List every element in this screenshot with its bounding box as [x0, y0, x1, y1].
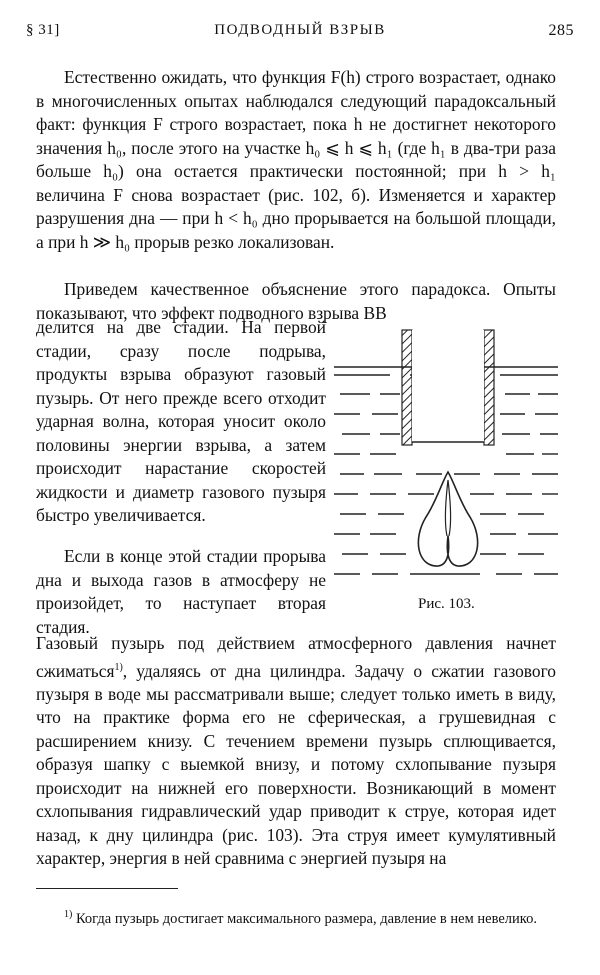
figure-103 — [330, 322, 562, 602]
footnote — [36, 905, 560, 929]
footnote-body: Когда пузырь достигает максимального размера, давление в нем невелико. — [72, 910, 537, 927]
page-number: 285 — [548, 22, 574, 39]
paragraph-1 — [36, 66, 556, 254]
footnote-mark: 1) — [64, 909, 73, 920]
gas-bubble — [418, 472, 477, 566]
wrapped-text-2: Если в конце этой стадии прорыва дна и выхода газов в атмосферу не произойдет, то наступает вторая стадия. — [36, 546, 326, 637]
paragraph-3-text — [36, 632, 556, 871]
paragraph-1-text: Естественно ожидать, что функция F(h) строго возрастает, однако в многочисленных опытах наблюдался следующий парадоксальный факт: функция F строго возрастает, пока h не достигнет некоторого значения h₀, после этого на участке h₀ ⩽ h ⩽ h₁ (где h₁ в два-три раза больше h₀) она остается практически постоянной; при h > h₁ величина F снова возрастает (рис. 102, б). Изменяется и характер разрушения дна — при h < h₀ дно прорывается на большой площади, а при h ≫ h₀ прорыв резко локализован. — [36, 67, 556, 252]
running-header — [26, 22, 574, 46]
wrapped-paragraph-2 — [36, 545, 326, 639]
figure-caption: Рис. 103. — [418, 596, 475, 612]
cylinder-right-wall — [484, 330, 494, 445]
paragraph-3-end: , удаляясь от дна цилиндра. Задачу о сжатии газового пузыря в воде мы рассматривали выше; следует только иметь в виду, что на практике форма его не сферическая, а грушевидная с расширением книзу. С течением времени пузырь сплющивается, образуя шапку с выемкой внизу, и потому схлопывание пузыря происходит на нижней его поверхности. Возникающий в момент схлопывания гидравлический удар приводит к струе, которая идет назад, к дну цилиндра (рис. 103). Эта струя имеет кумулятивный характер, энергия в ней сравнима с энергией пузыря на — [36, 660, 556, 869]
wrapped-paragraph-continued — [36, 316, 326, 528]
cylinder-left-wall — [402, 330, 412, 445]
section-number: § 31] — [26, 22, 60, 38]
footnote-text — [36, 905, 560, 929]
paragraph-3 — [36, 632, 556, 871]
running-title: ПОДВОДНЫЙ ВЗРЫВ — [214, 22, 386, 38]
wrapped-text-1: делится на две стадии. На первой стадии, сразу после подрыва, продукты взрыва образуют газовый пузырь. От него прежде всего отходит ударная волна, которая уносит около половины энергии взрыва, а затем происходит нарастание скоростей жидкости и диаметр газового пузыря быстро увеличивается. — [36, 317, 326, 525]
cylinder-interior — [412, 330, 484, 442]
paragraph-3-start: Газовый пузырь под действием атмосферного давления начнет сжиматься — [36, 633, 556, 681]
footnote-rule — [36, 888, 178, 889]
footnote-reference: 1) — [114, 661, 123, 673]
paragraph-2-text: Приведем качественное объяснение этого парадокса. Опыты показывают, что эффект подводного взрыва ВВ — [36, 279, 556, 323]
